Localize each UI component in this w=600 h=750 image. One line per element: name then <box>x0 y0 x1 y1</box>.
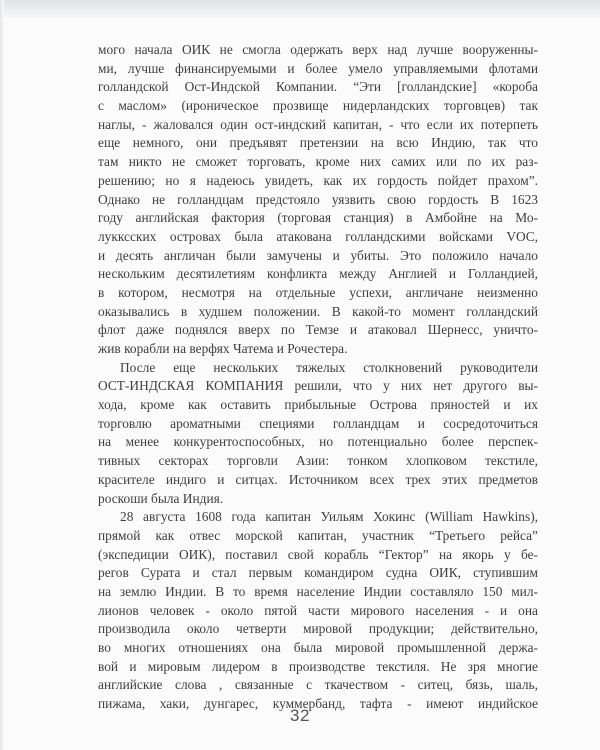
text-line: во многих отношениях она была мировой промышленной держа- <box>98 640 538 655</box>
paragraph-2 <box>98 359 538 509</box>
text-line: После еще нескольких тяжелых столкновений руководители <box>120 359 538 375</box>
text-line: на землю Индии. В то время население Индии составляло 150 мил- <box>98 583 538 599</box>
text-line: красителе индиго и ситцах. Источником всех трех этих предметов <box>98 471 538 487</box>
text-line: производила около четверти мировой продукции; действительно, <box>98 621 538 637</box>
text-line: Однако не голландцам предстояло уязвить свою гордость В 1623 <box>98 191 538 207</box>
text-line: на менее конкурентоспособных, но потенциально более перспек- <box>98 434 538 450</box>
text-line: голландской Ост-Индской Компании. “Эти [голландские] «короба <box>98 79 538 95</box>
text-line: регов Сурата и стал первым командиром судна ОИК, ступившим <box>98 565 538 581</box>
text-line: тивных секторах торговли Азии: тонком хлопковом текстиле, <box>98 453 538 469</box>
text-line: еще немного, они предъявят претензии на всю Индию, так что <box>98 135 538 151</box>
page-top-shadow <box>0 0 600 18</box>
text-line: (экспедиции ОИК), поставил свой корабль “Гектор” на якорь у бе- <box>98 546 538 562</box>
text-line: ми, лучше финансируемыми и более умело управляемыми флотами <box>98 60 538 76</box>
text-line: оказывались в худшем положении. В какой-то момент голландский <box>98 303 538 319</box>
text-line: решению; но я надеюсь увидеть, как их гордость пойдет прахом”. <box>98 172 538 188</box>
paragraph-1 <box>98 41 538 359</box>
text-line: английские слова , связанные с ткачеством - ситец, бязь, шаль, <box>98 677 538 693</box>
text-line: в котором, несмотря на отдельные успехи, англичане неизменно <box>98 284 538 300</box>
text-line: там никто не сможет торговать, кроме них самих или по их раз- <box>98 154 538 170</box>
paragraph-3 <box>98 508 538 714</box>
page-left-edge <box>0 0 4 750</box>
text-line: и десять англичан были замучены и убиты. Это положило начало <box>98 247 538 263</box>
text-line: с маслом» (ироническое прозвище нидерландских торговцев) так <box>98 98 538 114</box>
text-line: жив корабли на верфях Чатема и Рочестера. <box>98 341 348 356</box>
text-line: роскоши была Индия. <box>98 490 224 506</box>
text-line: пижама, хаки, дунгарес, куммербанд, тафта - имеют индийское <box>98 696 538 712</box>
text-line: лукксских островах была атакована голландскими войсками VOC, <box>98 228 538 244</box>
text-line: хода, кроме как оставить прибыльные Острова пряностей и их <box>98 397 538 413</box>
body-text <box>98 41 538 714</box>
text-line: прямой как отвес морской капитан, участник “Третьего рейса” <box>98 527 538 543</box>
text-line: торговлю ароматными специями голландцам и сосредоточиться <box>98 415 538 431</box>
text-line: мого начала ОИК не смогла одержать верх над лучше вооруженны- <box>98 42 538 57</box>
text-line: нескольким десятилетиям конфликта между Англией и Голландией, <box>98 266 538 282</box>
text-line: лионов человек - около пятой части мирового населения - и она <box>98 602 538 618</box>
text-line: флот даже поднялся вверх по Темзе и атаковал Шернесс, уничто- <box>98 322 538 338</box>
text-line: 28 августа 1608 года капитан Уильям Хокинс (William Hawkins), <box>120 509 538 525</box>
text-line: ОСТ-ИНДСКАЯ КОМПАНИЯ решили, что у них нет другого вы- <box>98 378 538 394</box>
text-line: году английская фактория (торговая станция) в Амбойне на Мо- <box>98 210 538 226</box>
text-line: наглы, - жаловался один ост-индский капитан, - что если их потерпеть <box>98 116 538 132</box>
page-number: 32 <box>290 706 310 725</box>
text-line: вой и мировым лидером в производстве текстиля. Не зря многие <box>98 658 538 674</box>
